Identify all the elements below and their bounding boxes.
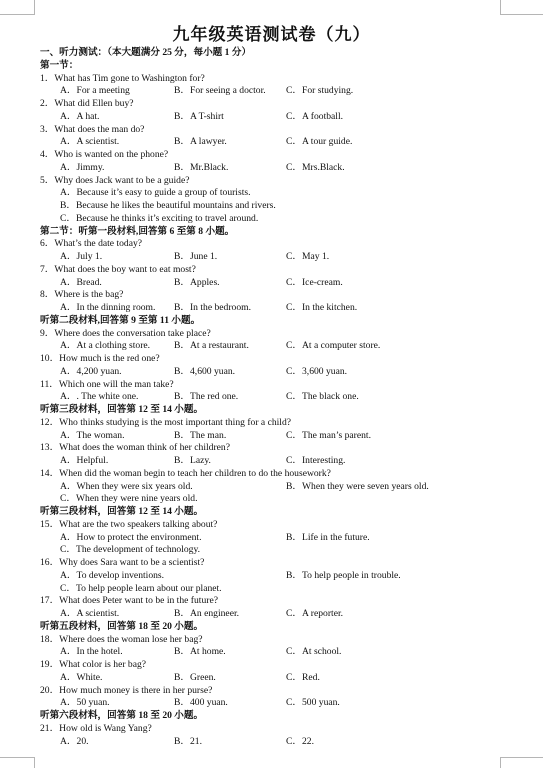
answer-options-row xyxy=(40,570,540,583)
crop-mark-tl-v xyxy=(34,0,35,15)
question-text: 17．What does Peter want to be in the future? xyxy=(40,595,218,607)
crop-mark-br-v xyxy=(500,757,501,768)
section-heading: 第二节：听第一段材料,回答第 6 至第 8 小题。 xyxy=(40,225,235,237)
answer-option: B．Because he likes the beautiful mountains and rivers. xyxy=(60,200,276,211)
answer-option: B．When they were seven years old. xyxy=(286,480,429,492)
answer-options-row xyxy=(40,277,540,290)
question-text: 4．Who is wanted on the phone? xyxy=(40,149,169,160)
answer-option: C．When they were nine years old. xyxy=(60,493,198,505)
section-heading: 第一节： xyxy=(40,59,79,71)
question-text: 12．Who thinks studying is the most important thing for a child? xyxy=(40,416,292,428)
answer-option: A．To develop inventions. xyxy=(60,569,165,581)
answer-option: C．500 yuan. xyxy=(286,697,340,709)
answer-option: B．Life in the future. xyxy=(286,531,370,543)
crop-mark-tr-h xyxy=(500,14,543,15)
answer-option: B．4,600 yuan. xyxy=(174,365,236,377)
question-text: 2．What did Ellen buy? xyxy=(40,98,134,109)
answer-option: C．To help people learn about our planet. xyxy=(60,582,222,594)
answer-option: C．A reporter. xyxy=(286,608,344,619)
answer-option: B．Mr.Black. xyxy=(174,161,229,173)
answer-option: C．The man’s parent. xyxy=(286,429,371,441)
answer-option: B．An engineer. xyxy=(174,608,240,619)
question-text: 11．Which one will the man take? xyxy=(40,378,174,390)
answer-options-row xyxy=(40,136,540,149)
answer-option: C．22. xyxy=(286,735,314,747)
answer-options-row xyxy=(40,430,540,443)
question-text: 16．Why does Sara want to be a scientist? xyxy=(40,557,205,568)
answer-option: C．3,600 yuan. xyxy=(286,365,348,377)
answer-options-row xyxy=(40,302,540,315)
answer-option: A．Bread. xyxy=(60,276,102,288)
answer-option: B．At a restaurant. xyxy=(174,340,249,352)
answer-option: A．July 1. xyxy=(60,251,103,262)
answer-option: C．Ice-cream. xyxy=(286,276,343,288)
question-text: 13．What does the woman think of her children? xyxy=(40,442,230,454)
crop-mark-bl-v xyxy=(34,757,35,768)
answer-option: C．A tour guide. xyxy=(286,136,353,148)
answer-option: B．A T-shirt xyxy=(174,110,224,122)
section-heading: 听第三段材料，回答第 12 至 14 小题。 xyxy=(40,404,204,415)
answer-option: B．The man. xyxy=(174,429,227,441)
section-heading: 听第六段材料，回答第 18 至 20 小题。 xyxy=(40,710,204,721)
answer-option: B．Apples. xyxy=(174,276,220,288)
answer-option: A．50 yuan. xyxy=(60,697,110,709)
answer-option: C．Red. xyxy=(286,671,320,683)
answer-option: C．May 1. xyxy=(286,251,330,262)
question-text: 18．Where does the woman lose her bag? xyxy=(40,633,203,645)
answer-option: C．In the kitchen. xyxy=(286,302,358,313)
answer-options-row xyxy=(40,340,540,353)
question-text: 15．What are the two speakers talking about? xyxy=(40,518,218,530)
answer-option: A．20. xyxy=(60,735,89,747)
answer-option: B．In the bedroom. xyxy=(174,302,252,313)
question-text: 10．How much is the red one? xyxy=(40,353,160,364)
answer-options-row xyxy=(40,162,540,175)
question-text: 19．What color is her bag? xyxy=(40,659,147,670)
answer-option: B．At home. xyxy=(174,646,226,658)
answer-option: B．A lawyer. xyxy=(174,136,227,148)
answer-option: A．At a clothing store. xyxy=(60,340,151,352)
question-text: 14．When did the woman begin to teach her children to do the housework? xyxy=(40,467,331,479)
crop-mark-br-h xyxy=(500,757,543,758)
answer-option: A．A scientist. xyxy=(60,608,120,619)
crop-mark-bl-h xyxy=(0,757,34,758)
answer-option: B．400 yuan. xyxy=(174,697,228,709)
answer-option: A．4,200 yuan. xyxy=(60,365,122,377)
answer-options-row xyxy=(40,646,540,659)
answer-options-row xyxy=(40,481,540,494)
answer-option: C．At school. xyxy=(286,646,342,658)
answer-options-row xyxy=(40,697,540,710)
answer-option: C．At a computer store. xyxy=(286,340,381,352)
answer-option: B．For seeing a doctor. xyxy=(174,85,266,97)
answer-options-row xyxy=(40,672,540,685)
answer-options-row xyxy=(40,391,540,404)
exam-content xyxy=(40,47,540,748)
answer-option: A．A scientist. xyxy=(60,136,120,148)
question-text: 7．What does the boy want to eat most? xyxy=(40,263,196,275)
section-heading: 一、听力测试：（本大题满分 25 分，每小题 1 分） xyxy=(40,47,252,58)
answer-option: A．The woman. xyxy=(60,429,125,441)
answer-option: A．. The white one. xyxy=(60,391,139,403)
answer-option: B．The red one. xyxy=(174,391,239,403)
answer-options-row xyxy=(40,111,540,124)
section-heading: 听第二段材料,回答第 9 至第 11 小题。 xyxy=(40,314,201,326)
answer-options-row xyxy=(40,85,540,98)
answer-option: A．A hat. xyxy=(60,110,100,122)
section-heading: 听第五段材料，回答第 18 至 20 小题。 xyxy=(40,620,204,632)
answer-option: C．Interesting. xyxy=(286,455,346,466)
answer-option: A．When they were six years old. xyxy=(60,480,193,492)
answer-option: C．A football. xyxy=(286,110,344,122)
answer-options-row xyxy=(40,366,540,379)
section-heading: 听第三段材料，回答第 12 至 14 小题。 xyxy=(40,506,204,517)
answer-option: A．In the dinning room. xyxy=(60,302,156,313)
answer-option: C．Because he thinks it’s exciting to travel around. xyxy=(60,212,259,224)
answer-option: B．21. xyxy=(174,735,202,747)
answer-option: A．White. xyxy=(60,671,103,683)
page-title: 九年级英语测试卷（九） xyxy=(172,25,371,44)
answer-options-row xyxy=(40,736,540,749)
question-text: 5．Why does Jack want to be a guide? xyxy=(40,174,190,186)
crop-mark-tr-v xyxy=(500,0,501,15)
answer-options-row xyxy=(40,251,540,264)
answer-options-row xyxy=(40,608,540,621)
answer-option: A．How to protect the environment. xyxy=(60,531,202,543)
question-text: 9．Where does the conversation take place? xyxy=(40,327,211,339)
answer-option: B．To help people in trouble. xyxy=(286,569,401,581)
answer-option: C．For studying. xyxy=(286,85,354,97)
answer-option: A．Helpful. xyxy=(60,455,109,466)
answer-option: A．For a meeting xyxy=(60,85,130,97)
question-text: 8．Where is the bag? xyxy=(40,289,124,301)
answer-option: B．Lazy. xyxy=(174,455,211,466)
question-text: 3．What does the man do? xyxy=(40,123,145,135)
answer-option: C．Mrs.Black. xyxy=(286,161,345,173)
answer-option: A．In the hotel. xyxy=(60,646,123,658)
answer-option: C．The development of technology. xyxy=(60,544,201,556)
question-text: 20．How much money is there in her purse? xyxy=(40,684,213,696)
answer-option: B．June 1. xyxy=(174,251,218,262)
crop-mark-tl-h xyxy=(0,14,34,15)
answer-options-row xyxy=(40,455,540,468)
answer-option: A．Jimmy. xyxy=(60,161,105,173)
question-text: 6．What’s the date today? xyxy=(40,238,143,250)
answer-option: B．Green. xyxy=(174,671,216,683)
answer-option: A．Because it’s easy to guide a group of tourists. xyxy=(60,187,251,199)
question-text: 1．What has Tim gone to Washington for? xyxy=(40,72,205,84)
answer-options-row xyxy=(40,532,540,545)
question-text: 21．How old is Wang Yang? xyxy=(40,722,152,734)
answer-option: C．The black one. xyxy=(286,391,359,403)
